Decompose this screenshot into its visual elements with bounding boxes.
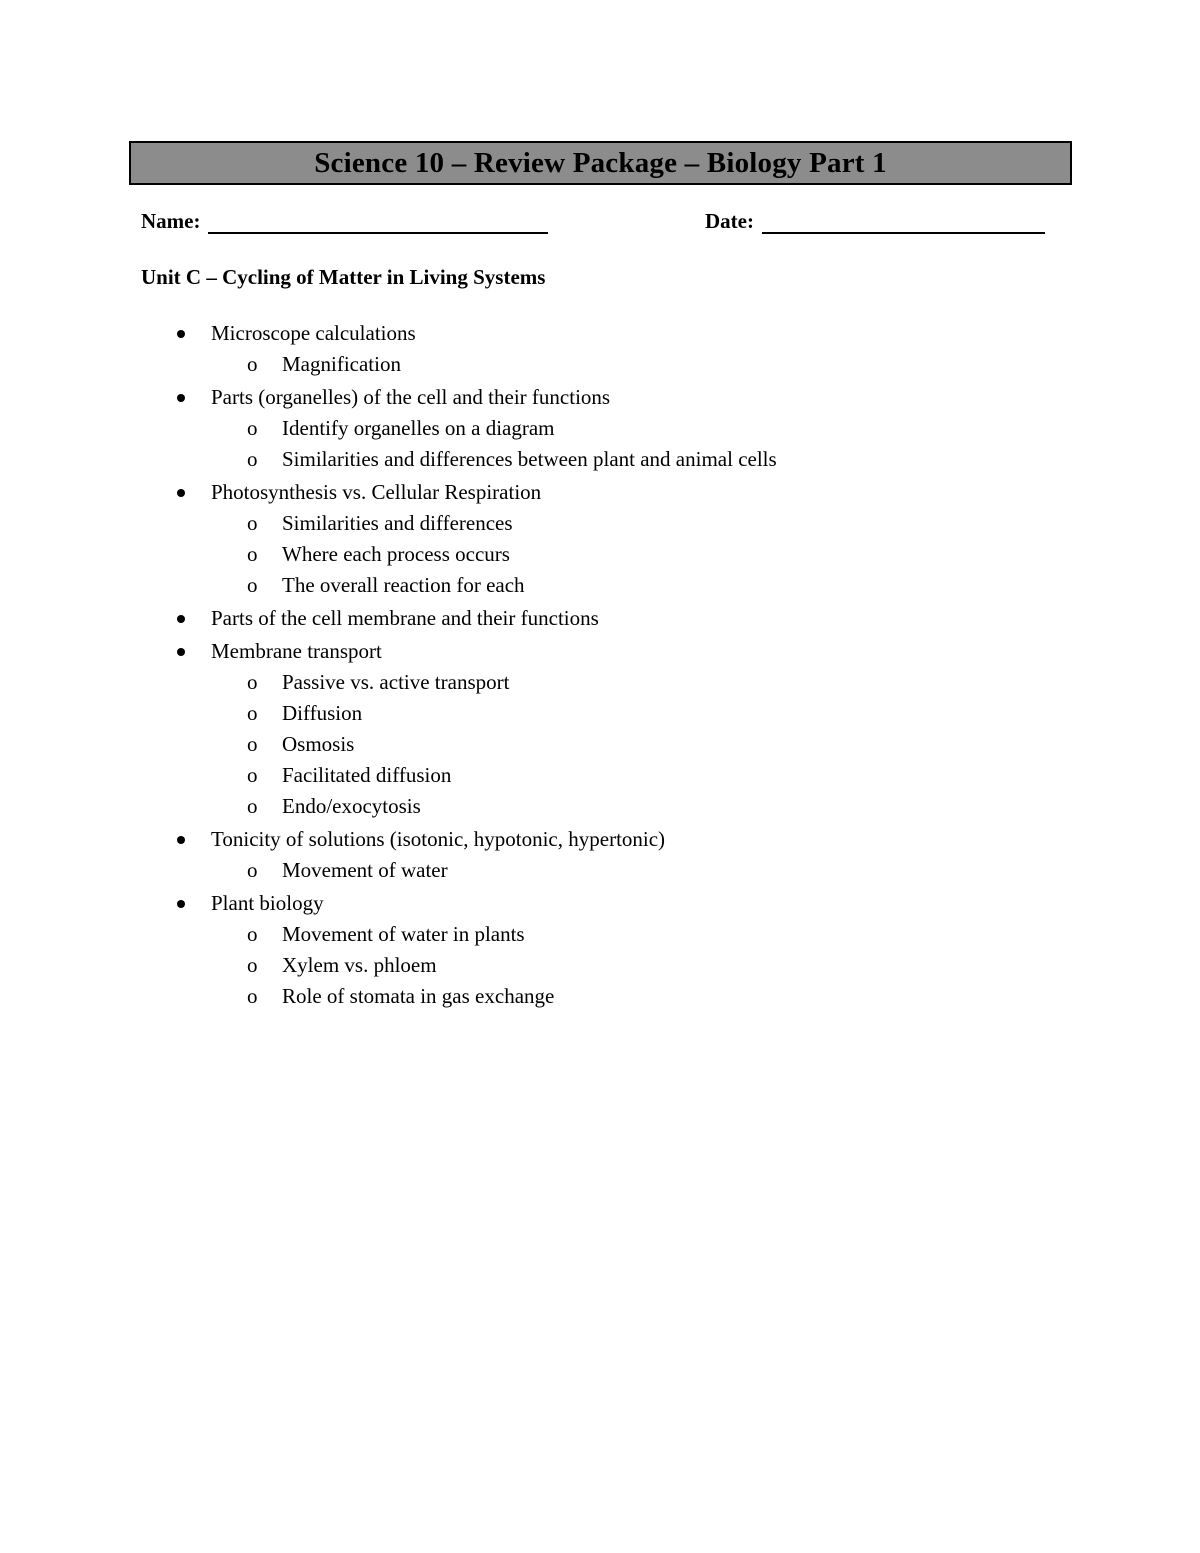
sub-bullet-icon: o bbox=[247, 352, 258, 376]
sub-bullet-icon: o bbox=[247, 922, 258, 946]
sub-bullet-icon: o bbox=[247, 763, 258, 787]
topic-label: Membrane transport bbox=[211, 639, 382, 663]
sub-bullet-icon: o bbox=[247, 511, 258, 535]
name-field[interactable] bbox=[141, 208, 548, 234]
topic-label: Plant biology bbox=[211, 891, 324, 915]
sub-bullet-icon: o bbox=[247, 794, 258, 818]
bullet-icon bbox=[177, 330, 185, 338]
sub-bullet-icon: o bbox=[247, 573, 258, 597]
unit-heading: Unit C – Cycling of Matter in Living Systems bbox=[141, 265, 546, 289]
subtopic-label: Similarities and differences bbox=[282, 511, 513, 535]
subtopic-label: Magnification bbox=[282, 352, 401, 376]
topic-label: Microscope calculations bbox=[211, 321, 416, 345]
topic-item bbox=[0, 318, 1200, 349]
subtopic-item bbox=[0, 791, 1200, 822]
topic-label: Parts (organelles) of the cell and their functions bbox=[211, 385, 611, 409]
subtopic-item bbox=[0, 508, 1200, 539]
sub-bullet-icon: o bbox=[247, 732, 258, 756]
sub-bullet-icon: o bbox=[247, 670, 258, 694]
subtopic-item bbox=[0, 570, 1200, 601]
title-banner bbox=[129, 141, 1072, 185]
date-label: Date: bbox=[705, 209, 754, 233]
subtopic-item bbox=[0, 950, 1200, 981]
name-label: Name: bbox=[141, 209, 201, 233]
sub-bullet-icon: o bbox=[247, 416, 258, 440]
sub-bullet-icon: o bbox=[247, 953, 258, 977]
subtopic-item bbox=[0, 981, 1200, 1012]
subtopic-item bbox=[0, 729, 1200, 760]
bullet-icon bbox=[177, 900, 185, 908]
bullet-icon bbox=[177, 648, 185, 656]
subtopic-item bbox=[0, 444, 1200, 475]
bullet-icon bbox=[177, 836, 185, 844]
bullet-icon bbox=[177, 489, 185, 497]
topic-label: Tonicity of solutions (isotonic, hypotonic, hypertonic) bbox=[211, 827, 666, 851]
subtopic-label: Where each process occurs bbox=[282, 542, 510, 566]
subtopic-label: Xylem vs. phloem bbox=[282, 953, 437, 977]
subtopic-item bbox=[0, 667, 1200, 698]
topic-item bbox=[0, 603, 1200, 634]
topic-item bbox=[0, 382, 1200, 413]
subtopic-item bbox=[0, 760, 1200, 791]
subtopic-item bbox=[0, 919, 1200, 950]
subtopic-label: Similarities and differences between plant and animal cells bbox=[282, 447, 777, 471]
subtopic-label: The overall reaction for each bbox=[282, 573, 525, 597]
bullet-icon bbox=[177, 615, 185, 623]
subtopic-item bbox=[0, 855, 1200, 886]
page-title: Science 10 – Review Package – Biology Part 1 bbox=[314, 146, 887, 179]
subtopic-label: Movement of water bbox=[282, 858, 448, 882]
topic-label: Parts of the cell membrane and their functions bbox=[211, 606, 599, 630]
subtopic-label: Osmosis bbox=[282, 732, 355, 756]
subtopic-label: Role of stomata in gas exchange bbox=[282, 984, 555, 1008]
bullet-icon bbox=[177, 394, 185, 402]
topic-item bbox=[0, 477, 1200, 508]
sub-bullet-icon: o bbox=[247, 447, 258, 471]
sub-bullet-icon: o bbox=[247, 701, 258, 725]
subtopic-label: Movement of water in plants bbox=[282, 922, 525, 946]
name-input-line[interactable] bbox=[208, 208, 548, 234]
subtopic-item bbox=[0, 413, 1200, 444]
topic-label: Photosynthesis vs. Cellular Respiration bbox=[211, 480, 542, 504]
date-field[interactable] bbox=[705, 208, 1045, 234]
sub-bullet-icon: o bbox=[247, 984, 258, 1008]
sub-bullet-icon: o bbox=[247, 858, 258, 882]
topic-item bbox=[0, 636, 1200, 667]
subtopic-label: Diffusion bbox=[282, 701, 363, 725]
sub-bullet-icon: o bbox=[247, 542, 258, 566]
subtopic-item bbox=[0, 539, 1200, 570]
subtopic-label: Passive vs. active transport bbox=[282, 670, 510, 694]
topic-item bbox=[0, 824, 1200, 855]
subtopic-item bbox=[0, 349, 1200, 380]
subtopic-label: Identify organelles on a diagram bbox=[282, 416, 555, 440]
subtopic-label: Endo/exocytosis bbox=[282, 794, 421, 818]
subtopic-label: Facilitated diffusion bbox=[282, 763, 452, 787]
topic-item bbox=[0, 888, 1200, 919]
date-input-line[interactable] bbox=[762, 208, 1045, 234]
topic-list bbox=[0, 318, 1200, 1012]
subtopic-item bbox=[0, 698, 1200, 729]
